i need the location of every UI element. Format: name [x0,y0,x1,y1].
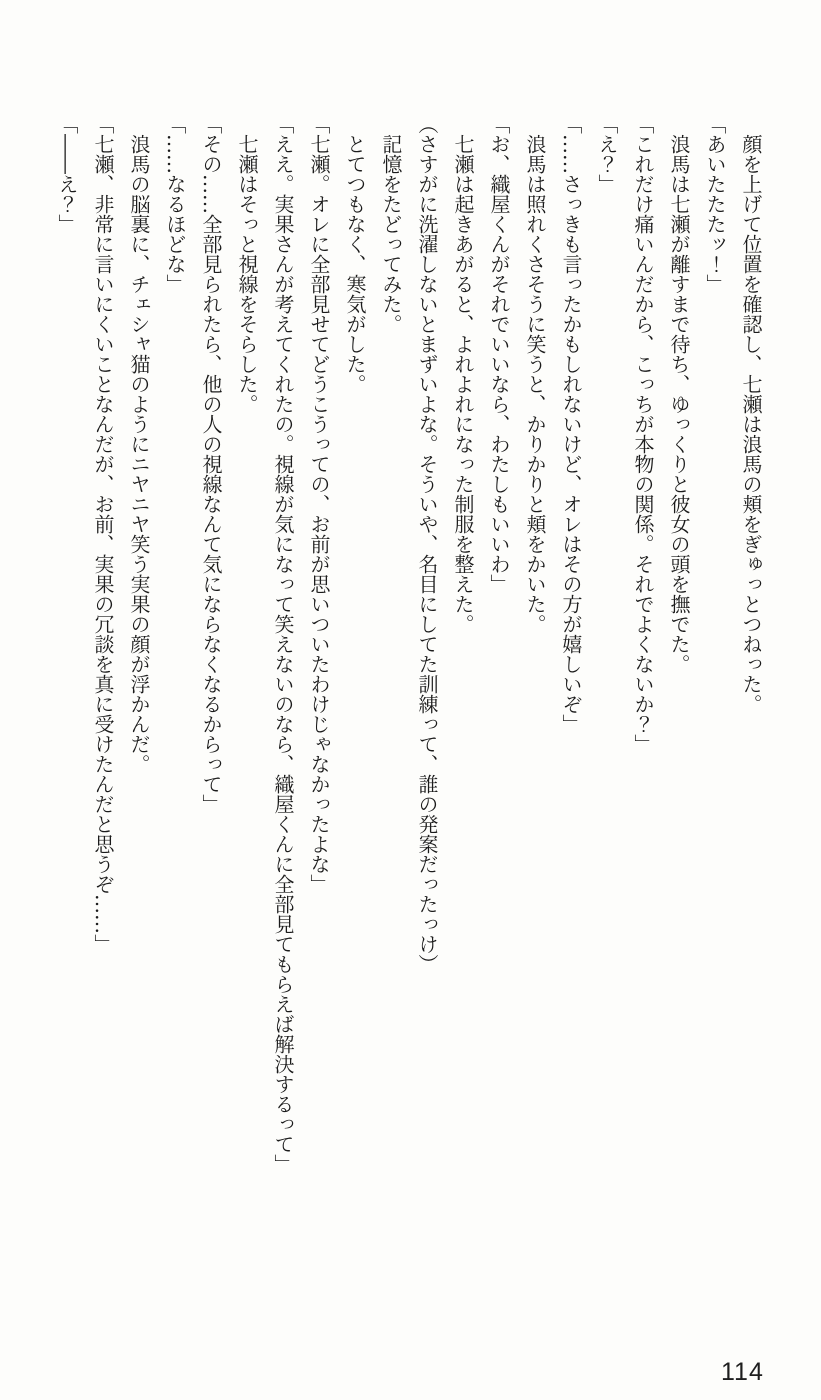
paragraph: 「七瀬、非常に言いにくいことなんだが、お前、実果の冗談を真に受けたんだと思うぞ……」 [91,114,115,954]
paragraph: 「これだけ痛いんだから、こっちが本物の関係。それでよくないか？」 [631,114,655,754]
paragraph: 七瀬は起きあがると、よれよれになった制服を整えた。 [451,114,475,634]
paragraph: 浪馬は七瀬が離すまで待ち、ゆっくりと彼女の頭を撫でた。 [667,114,691,674]
paragraph: 浪馬は照れくさそうに笑うと、かりかりと頬をかいた。 [523,114,547,634]
page-number: 114 [721,1358,764,1386]
paragraph: 「――え？」 [55,114,79,234]
paragraph: 「あいたたたッ！」 [703,114,727,294]
paragraph: 顔を上げて位置を確認し、七瀬は浪馬の頬をぎゅっとつねった。 [739,114,763,714]
novel-text-block [47,114,769,1264]
paragraph: 七瀬はそっと視線をそらした。 [235,114,259,414]
paragraph: 「その……全部見られたら、他の人の視線なんて気にならなくなるからって」 [199,114,223,814]
paragraph: とてつもなく、寒気がした。 [343,114,367,394]
paragraph: （さすがに洗濯しないとまずいよな。そういや、名目にしてた訓練って、誰の発案だったっけ） [415,114,439,974]
paragraph: 「……さっきも言ったかもしれないけど、オレはその方が嬉しいぞ」 [559,114,583,734]
paragraph: 「七瀬。オレに全部見せてどうこうっての、お前が思いついたわけじゃなかったよな」 [307,114,331,894]
paragraph: 浪馬の脳裏に、チェシャ猫のようにニヤニヤ笑う実果の顔が浮かんだ。 [127,114,151,774]
paragraph: 「……なるほどな」 [163,114,187,294]
paragraph: 「え？」 [595,114,619,194]
paragraph: 「お、織屋くんがそれでいいなら、わたしもいいわ」 [487,114,511,594]
paragraph: 「ええ。実果さんが考えてくれたの。視線が気になって笑えないのなら、織屋くんに全部見てもらえば解決するって」 [271,114,295,1174]
paragraph: 記憶をたどってみた。 [379,114,403,334]
